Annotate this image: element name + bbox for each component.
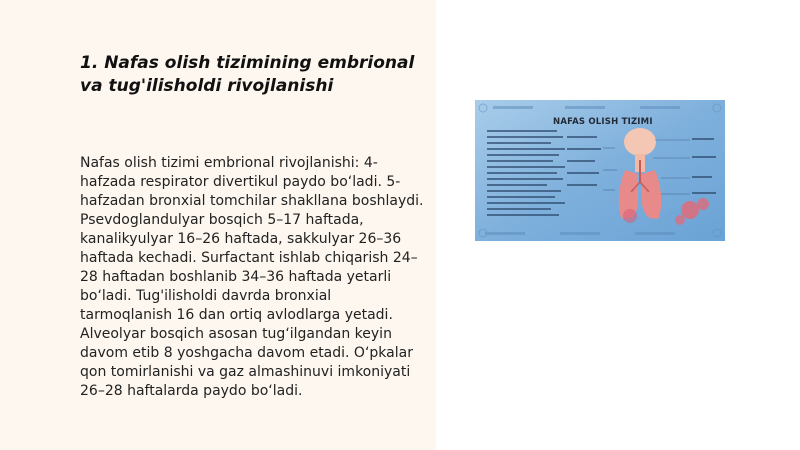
slide-body-text: Nafas olish tizimi embrional rivojlanishi: 4-hafzada respirator divertikul paydo bo‘ladi. 5-hafzadan bronxial tomchilar shakllana boshlaydi. Psevdoglandulyar bosqich 5–17 haftada, kanalikyulyar 16–26 haftada, sakkulyar 26–36 haftada kechadi. Surfactant ishlab chiqarish 24–28 haftadan boshlanib 34–36 haftada yetarli bo‘ladi. Tug'ilisholdi davrda bronxial tarmoqlanish 16 dan ortiq avlodlarga yetadi. Alveolyar bosqich asosan tug‘ilgandan keyin davom etib 8 yoshgacha davom etadi. O‘pkalar qon tomirlanishi va gaz almashinuvi imkoniyati 26–28 haftalarda paydo bo‘ladi. bbox=[80, 155, 424, 399]
slide-title: 1. Nafas olish tizimining embrional va tug'ilisholdi rivojlanishi bbox=[80, 53, 415, 96]
poster-title: NAFAS OLISH TIZIMI bbox=[553, 117, 653, 127]
respiratory-system-poster bbox=[475, 100, 725, 241]
